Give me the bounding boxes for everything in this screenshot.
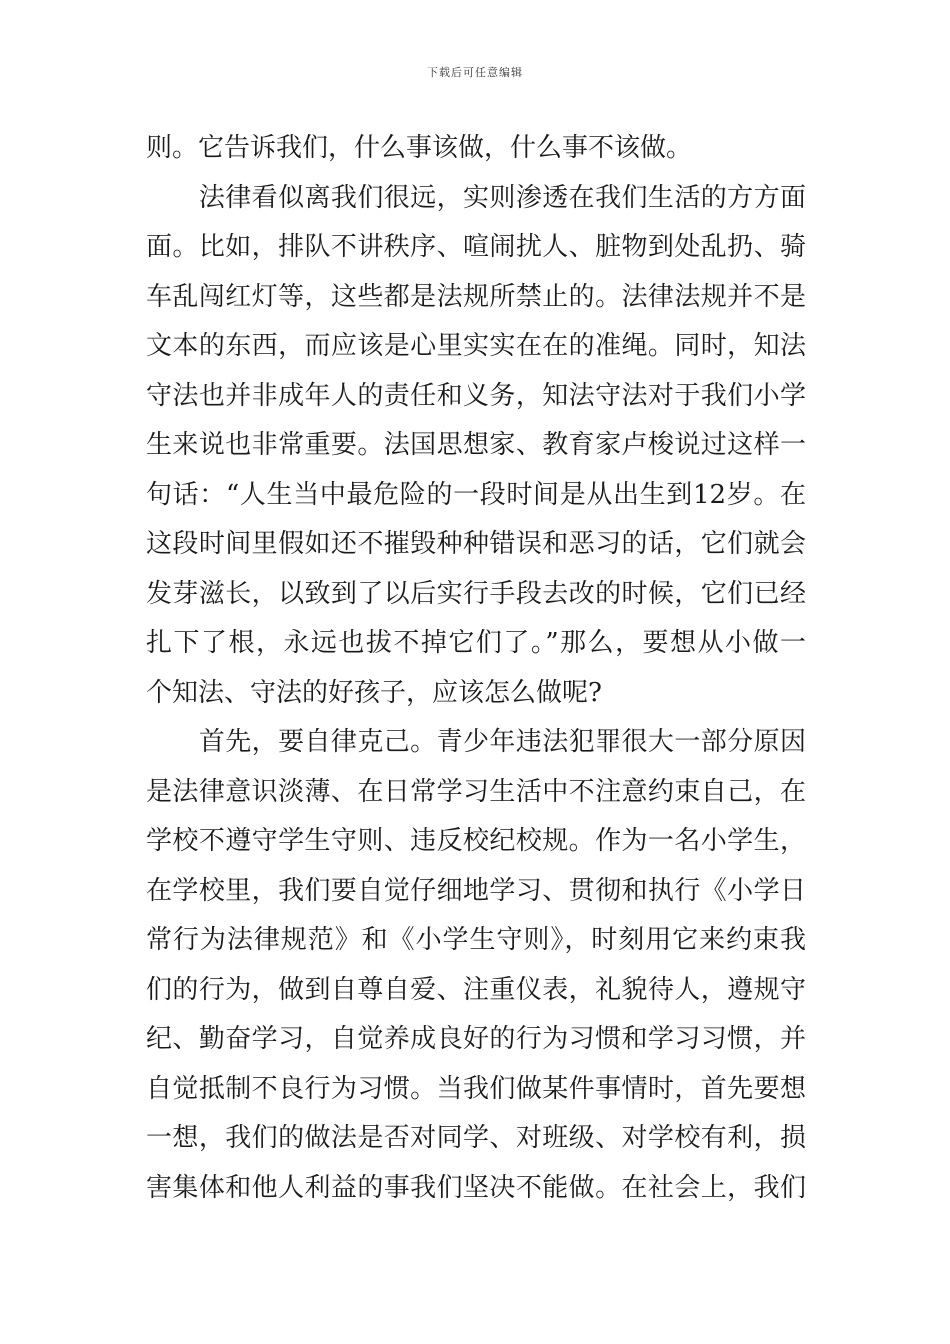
text-line: 自觉抵制不良行为习惯。当我们做某件事情时，首先要想 — [146, 1074, 806, 1104]
text-line: 车乱闯红灯等，这些都是法规所禁止的。法律法规并不是 — [146, 282, 806, 312]
text-line: 纪、勤奋学习，自觉养成良好的行为习惯和学习习惯，并 — [146, 1024, 806, 1054]
text-line: 发芽滋长，以致到了以后实行手段去改的时候，它们已经 — [146, 579, 806, 609]
page-header: 下载后可任意编辑 — [427, 66, 523, 79]
text-line: 则。它告诉我们，什么事该做，什么事不该做。 — [146, 133, 693, 163]
text-line: 文本的东西，而应该是心里实实在在的准绳。同时，知法 — [146, 331, 806, 361]
text-line: 法律看似离我们很远，实则渗透在我们生活的方方面 — [146, 183, 806, 213]
text-line: 生来说也非常重要。法国思想家、教育家卢梭说过这样一 — [146, 430, 806, 460]
text-line: 扎下了根，永远也拔不掉它们了。”那么，要想从小做一 — [146, 628, 806, 658]
text-line: 面。比如，排队不讲秩序、喧闹扰人、脏物到处乱扔、骑 — [146, 232, 806, 262]
text-line: 句话：“人生当中最危险的一段时间是从出生到12岁。在 — [146, 480, 806, 510]
text-line: 个知法、守法的好孩子，应该怎么做呢? — [146, 678, 602, 708]
text-line: 学校不遵守学生守则、违反校纪校规。作为一名小学生， — [146, 826, 806, 856]
text-line: 是法律意识淡薄、在日常学习生活中不注意约束自己，在 — [146, 777, 806, 807]
text-line: 常行为法律规范》和《小学生守则》，时刻用它来约束我 — [146, 925, 806, 955]
text-line: 一想，我们的做法是否对同学、对班级、对学校有利，损 — [146, 1123, 806, 1153]
text-line: 在学校里，我们要自觉仔细地学习、贯彻和执行《小学日 — [146, 876, 806, 906]
text-line: 们的行为，做到自尊自爱、注重仪表，礼貌待人，遵规守 — [146, 975, 806, 1005]
text-line: 守法也并非成年人的责任和义务，知法守法对于我们小学 — [146, 381, 806, 411]
text-line: 这段时间里假如还不摧毁种种错误和恶习的话，它们就会 — [146, 529, 806, 559]
text-line: 害集体和他人利益的事我们坚决不能做。在社会上，我们 — [146, 1173, 806, 1203]
text-line: 首先，要自律克己。青少年违法犯罪很大一部分原因 — [146, 727, 806, 757]
